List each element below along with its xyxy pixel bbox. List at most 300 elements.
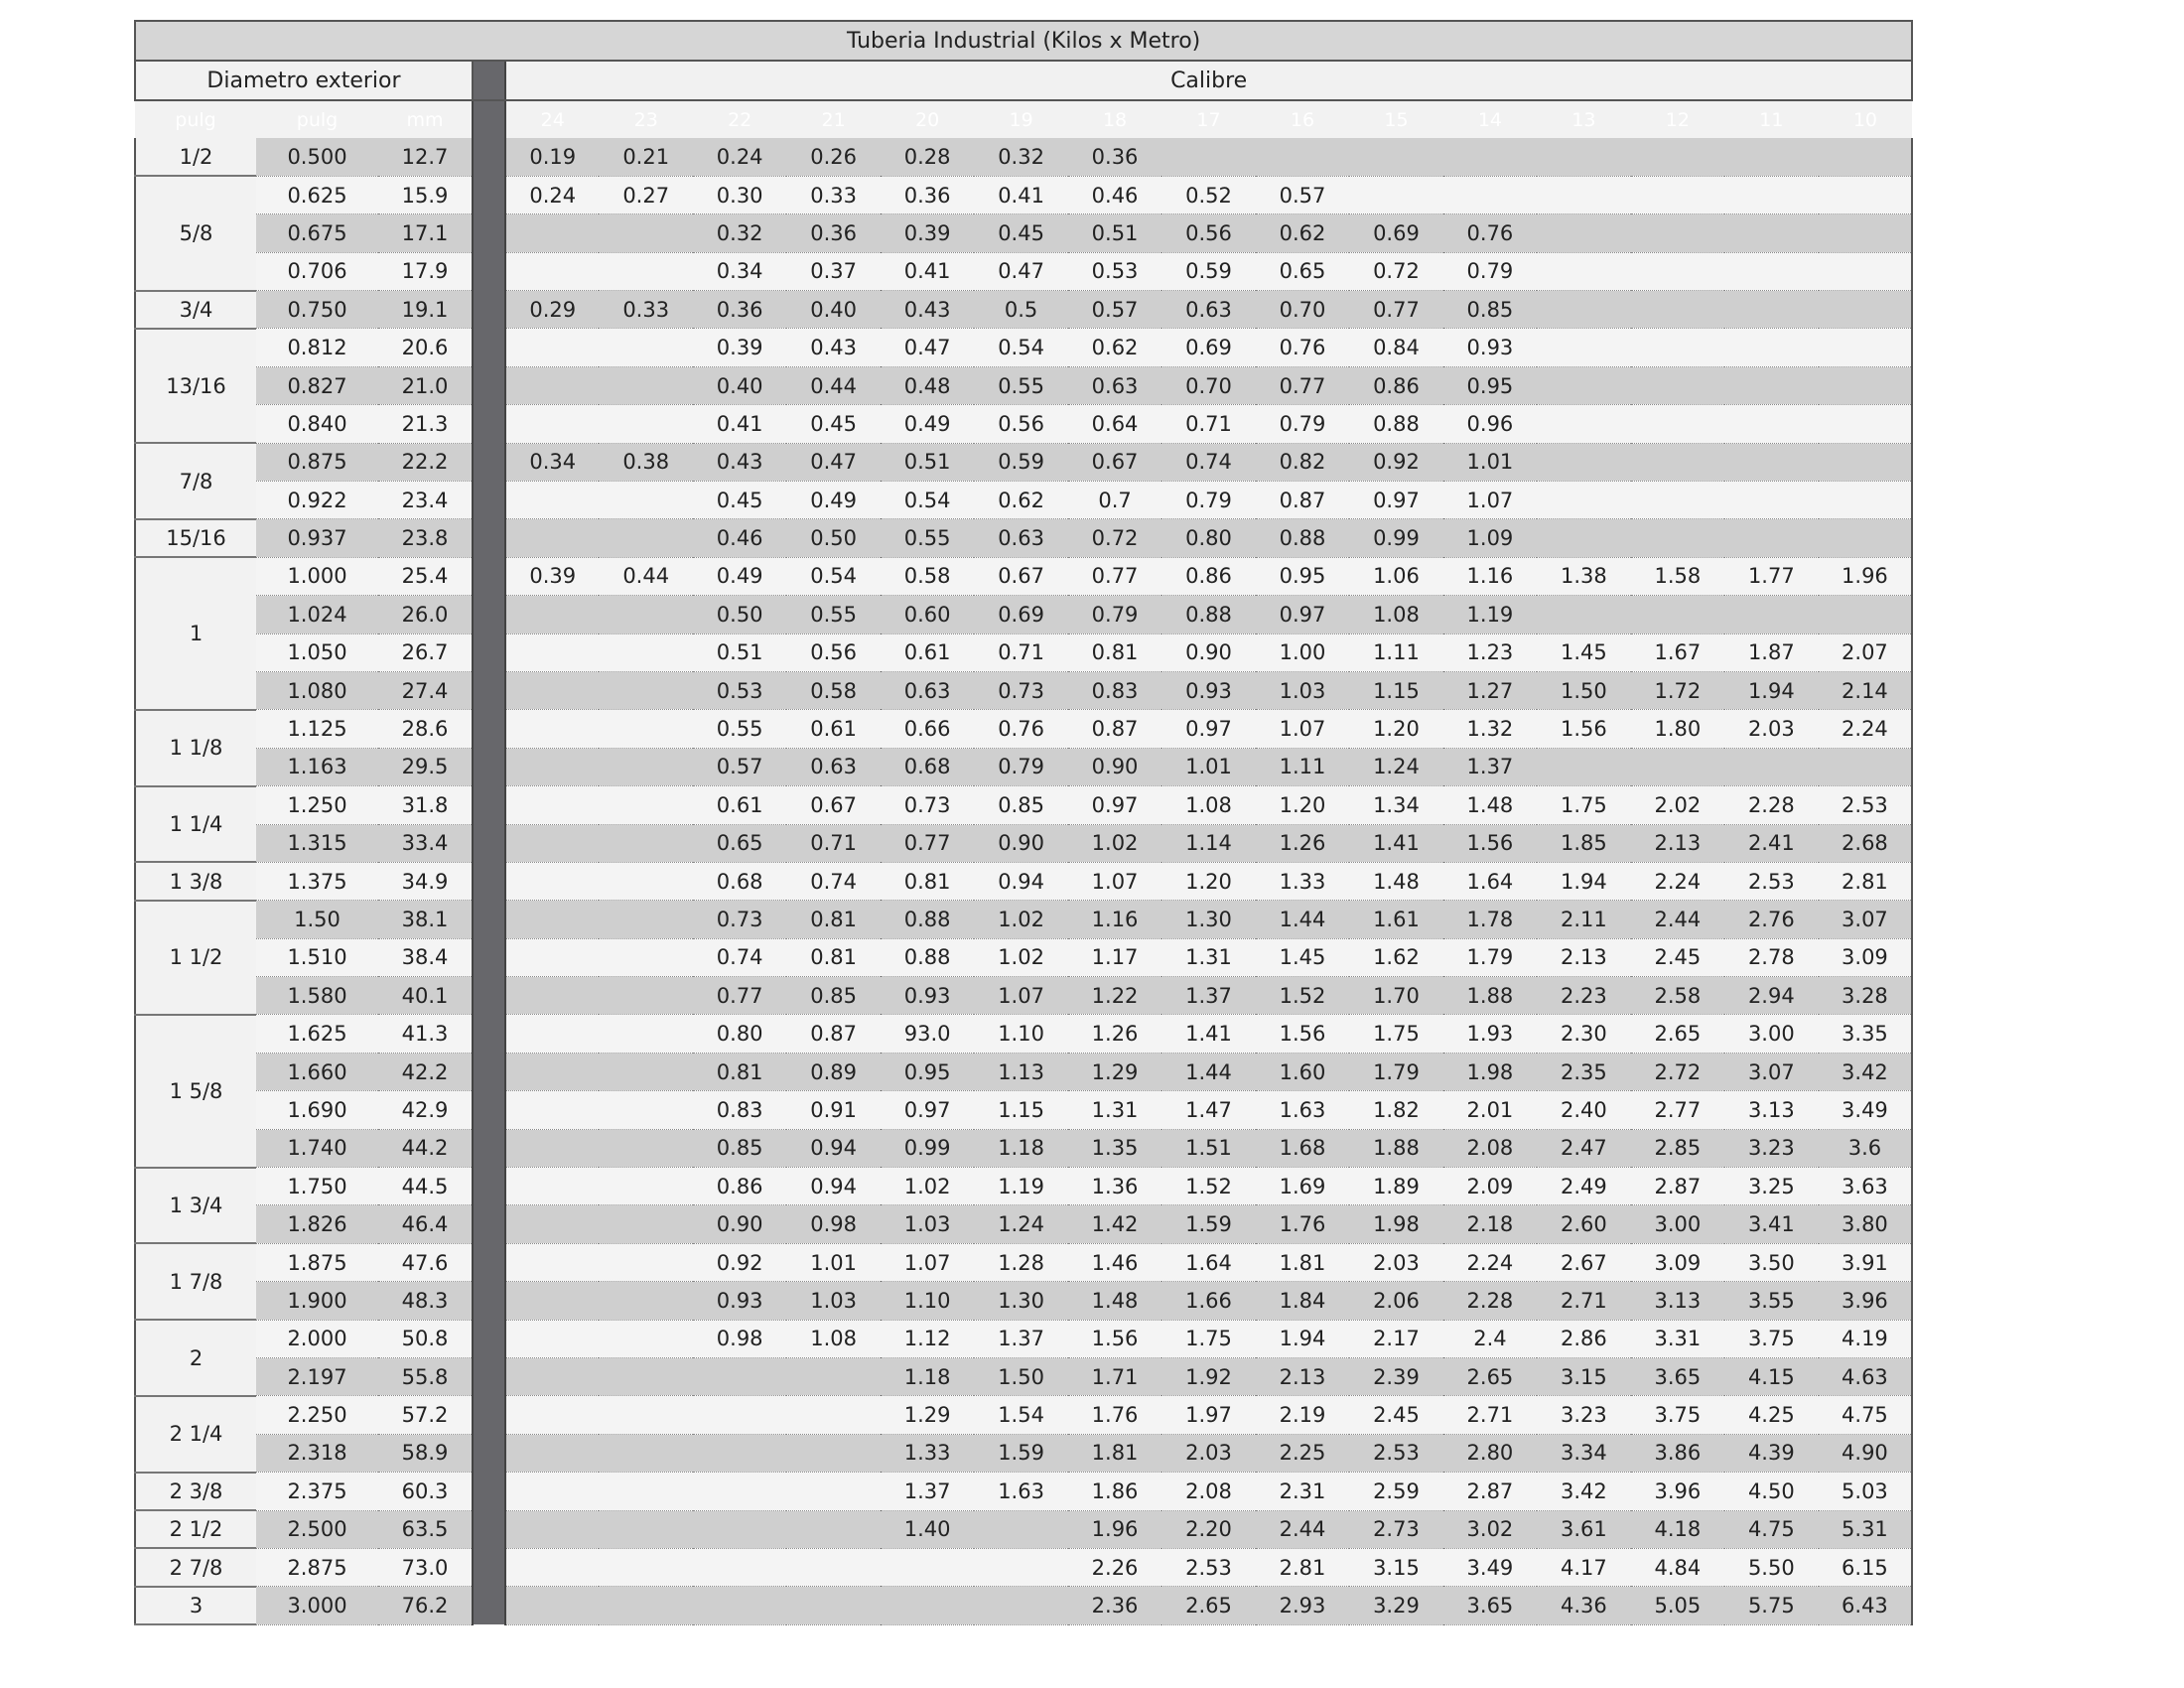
- calibre-value-cell: 1.96: [1068, 1510, 1161, 1548]
- calibre-value-cell: 2.67: [1537, 1243, 1630, 1281]
- calibre-value-cell: 0.57: [1068, 291, 1161, 329]
- table-row: [135, 1358, 1912, 1396]
- fraction-cell: 1 5/8: [135, 1015, 256, 1168]
- column-header: 21: [786, 100, 880, 138]
- separator-column: [473, 824, 505, 862]
- pulg-cell: 0.625: [256, 176, 378, 213]
- calibre-value-cell: 1.15: [1349, 671, 1442, 709]
- calibre-value-cell: 2.53: [1724, 862, 1818, 900]
- calibre-value-cell: 0.81: [881, 862, 974, 900]
- calibre-value-cell: 0.88: [1161, 596, 1255, 633]
- calibre-value-cell: 1.17: [1068, 938, 1161, 976]
- calibre-value-cell: 1.30: [1161, 901, 1255, 938]
- table-row: [135, 1205, 1912, 1243]
- calibre-value-cell: 3.00: [1724, 1015, 1818, 1053]
- calibre-value-cell: 2.65: [1443, 1358, 1537, 1396]
- calibre-value-cell: 1.24: [1349, 748, 1442, 785]
- calibre-value-cell: [599, 1168, 692, 1205]
- calibre-value-cell: [1724, 366, 1818, 404]
- table-row: [135, 329, 1912, 366]
- calibre-value-cell: 3.23: [1537, 1396, 1630, 1434]
- calibre-value-cell: 0.79: [1443, 252, 1537, 290]
- fraction-cell: 5/8: [135, 176, 256, 290]
- calibre-value-cell: 2.65: [1161, 1587, 1255, 1624]
- pulg-cell: 1.50: [256, 901, 378, 938]
- fraction-cell: 15/16: [135, 519, 256, 557]
- calibre-value-cell: 0.37: [786, 252, 880, 290]
- table-row: [135, 176, 1912, 213]
- calibre-value-cell: 0.88: [881, 938, 974, 976]
- fraction-cell: 1 3/4: [135, 1168, 256, 1244]
- calibre-value-cell: 4.90: [1819, 1434, 1913, 1472]
- table-row: [135, 671, 1912, 709]
- calibre-value-cell: 3.23: [1724, 1129, 1818, 1167]
- calibre-value-cell: 0.94: [974, 862, 1067, 900]
- calibre-value-cell: 1.24: [974, 1205, 1067, 1243]
- calibre-value-cell: [505, 862, 599, 900]
- calibre-value-cell: 0.47: [881, 329, 974, 366]
- calibre-value-cell: 3.29: [1349, 1587, 1442, 1624]
- mm-cell: 44.2: [378, 1129, 473, 1167]
- calibre-value-cell: 2.85: [1631, 1129, 1724, 1167]
- calibre-value-cell: 3.91: [1819, 1243, 1913, 1281]
- fraction-cell: 1: [135, 557, 256, 710]
- calibre-value-cell: 2.28: [1724, 786, 1818, 824]
- column-header: 22: [693, 100, 786, 138]
- calibre-value-cell: 0.36: [1068, 138, 1161, 176]
- calibre-value-cell: 0.79: [1068, 596, 1161, 633]
- calibre-value-cell: 0.74: [1161, 443, 1255, 481]
- calibre-value-cell: [599, 1053, 692, 1090]
- calibre-value-cell: 0.41: [974, 176, 1067, 213]
- calibre-value-cell: 1.41: [1349, 824, 1442, 862]
- calibre-value-cell: 1.56: [1256, 1015, 1349, 1053]
- calibre-value-cell: 1.14: [1161, 824, 1255, 862]
- calibre-value-cell: 0.97: [1256, 596, 1349, 633]
- calibre-value-cell: 1.35: [1068, 1129, 1161, 1167]
- pulg-cell: 0.922: [256, 482, 378, 519]
- calibre-value-cell: 1.38: [1537, 557, 1630, 595]
- calibre-value-cell: 4.75: [1819, 1396, 1913, 1434]
- calibre-value-cell: 1.44: [1161, 1053, 1255, 1090]
- calibre-value-cell: [505, 977, 599, 1015]
- calibre-value-cell: [974, 1587, 1067, 1624]
- calibre-value-cell: 1.84: [1256, 1282, 1349, 1320]
- calibre-value-cell: 1.85: [1537, 824, 1630, 862]
- calibre-value-cell: 3.09: [1819, 938, 1913, 976]
- calibre-value-cell: 0.33: [786, 176, 880, 213]
- calibre-value-cell: 1.63: [974, 1473, 1067, 1510]
- column-header: pulg: [256, 100, 378, 138]
- mm-cell: 29.5: [378, 748, 473, 785]
- mm-cell: 42.9: [378, 1091, 473, 1129]
- mm-cell: 21.3: [378, 405, 473, 443]
- calibre-value-cell: 1.88: [1349, 1129, 1442, 1167]
- column-header: 16: [1256, 100, 1349, 138]
- calibre-value-cell: 1.02: [974, 901, 1067, 938]
- calibre-value-cell: 2.13: [1256, 1358, 1349, 1396]
- calibre-value-cell: 1.02: [974, 938, 1067, 976]
- mm-cell: 25.4: [378, 557, 473, 595]
- separator-column: [473, 862, 505, 900]
- table-row: [135, 291, 1912, 329]
- calibre-value-cell: [1349, 176, 1442, 213]
- separator-column: [473, 1243, 505, 1281]
- fraction-cell: 2 1/2: [135, 1510, 256, 1548]
- calibre-value-cell: [1537, 482, 1630, 519]
- calibre-value-cell: 3.65: [1443, 1587, 1537, 1624]
- calibre-value-cell: [599, 1587, 692, 1624]
- calibre-value-cell: 0.65: [1256, 252, 1349, 290]
- calibre-value-cell: [599, 1243, 692, 1281]
- calibre-value-cell: 0.63: [881, 671, 974, 709]
- table-row: [135, 977, 1912, 1015]
- separator-column: [473, 443, 505, 481]
- calibre-value-cell: 1.13: [974, 1053, 1067, 1090]
- calibre-value-cell: 0.63: [1161, 291, 1255, 329]
- calibre-value-cell: 3.63: [1819, 1168, 1913, 1205]
- mm-cell: 47.6: [378, 1243, 473, 1281]
- calibre-value-cell: 0.53: [693, 671, 786, 709]
- calibre-value-cell: 0.49: [881, 405, 974, 443]
- calibre-value-cell: 2.58: [1631, 977, 1724, 1015]
- separator-column: [473, 1587, 505, 1624]
- calibre-value-cell: 0.55: [693, 710, 786, 748]
- separator-column: [473, 1434, 505, 1472]
- calibre-value-cell: 3.28: [1819, 977, 1913, 1015]
- calibre-value-cell: 1.79: [1349, 1053, 1442, 1090]
- table-row: [135, 482, 1912, 519]
- calibre-value-cell: 0.68: [693, 862, 786, 900]
- calibre-value-cell: [505, 1015, 599, 1053]
- calibre-value-cell: 1.79: [1443, 938, 1537, 976]
- calibre-value-cell: 1.81: [1068, 1434, 1161, 1472]
- calibre-value-cell: 0.21: [599, 138, 692, 176]
- calibre-value-cell: 2.40: [1537, 1091, 1630, 1129]
- table-row: [135, 1548, 1912, 1586]
- calibre-value-cell: [1631, 405, 1724, 443]
- calibre-value-cell: 0.97: [1068, 786, 1161, 824]
- calibre-value-cell: 1.59: [974, 1434, 1067, 1472]
- table-row: [135, 1053, 1912, 1090]
- calibre-value-cell: 0.79: [1256, 405, 1349, 443]
- calibre-value-cell: 0.59: [1161, 252, 1255, 290]
- calibre-value-cell: 2.08: [1443, 1129, 1537, 1167]
- calibre-value-cell: 1.80: [1631, 710, 1724, 748]
- separator-column: [473, 329, 505, 366]
- calibre-value-cell: [505, 214, 599, 252]
- calibre-value-cell: 2.53: [1819, 786, 1913, 824]
- pulg-cell: 2.375: [256, 1473, 378, 1510]
- calibre-value-cell: [599, 1091, 692, 1129]
- calibre-value-cell: 2.03: [1349, 1243, 1442, 1281]
- calibre-value-cell: [599, 252, 692, 290]
- table-row: [135, 596, 1912, 633]
- calibre-value-cell: [505, 1091, 599, 1129]
- calibre-value-cell: 1.46: [1068, 1243, 1161, 1281]
- calibre-value-cell: 1.68: [1256, 1129, 1349, 1167]
- calibre-value-cell: 0.70: [1161, 366, 1255, 404]
- calibre-value-cell: 0.30: [693, 176, 786, 213]
- calibre-value-cell: 1.56: [1068, 1320, 1161, 1357]
- calibre-value-cell: 0.83: [693, 1091, 786, 1129]
- calibre-value-cell: 3.49: [1819, 1091, 1913, 1129]
- calibre-value-cell: 0.94: [786, 1129, 880, 1167]
- calibre-value-cell: 0.63: [786, 748, 880, 785]
- table-row: [135, 824, 1912, 862]
- calibre-value-cell: 1.66: [1161, 1282, 1255, 1320]
- calibre-value-cell: 2.03: [1161, 1434, 1255, 1472]
- calibre-value-cell: 0.80: [693, 1015, 786, 1053]
- column-header: pulg: [135, 100, 256, 138]
- mm-cell: 26.0: [378, 596, 473, 633]
- calibre-value-cell: 0.57: [1256, 176, 1349, 213]
- calibre-value-cell: 0.77: [1256, 366, 1349, 404]
- calibre-value-cell: 0.24: [693, 138, 786, 176]
- calibre-value-cell: 0.32: [693, 214, 786, 252]
- calibre-value-cell: 0.56: [1161, 214, 1255, 252]
- section-row: [135, 61, 1912, 100]
- calibre-value-cell: 1.92: [1161, 1358, 1255, 1396]
- table-row: [135, 1129, 1912, 1167]
- calibre-value-cell: 0.83: [1068, 671, 1161, 709]
- calibre-value-cell: [505, 405, 599, 443]
- calibre-value-cell: 2.77: [1631, 1091, 1724, 1129]
- separator-column: [473, 1129, 505, 1167]
- calibre-value-cell: 1.18: [974, 1129, 1067, 1167]
- calibre-value-cell: [1537, 291, 1630, 329]
- pulg-cell: 0.812: [256, 329, 378, 366]
- calibre-value-cell: 1.64: [1161, 1243, 1255, 1281]
- calibre-value-cell: [1819, 291, 1913, 329]
- calibre-value-cell: 0.38: [599, 443, 692, 481]
- calibre-value-cell: [505, 1053, 599, 1090]
- table-row: [135, 519, 1912, 557]
- calibre-value-cell: 1.11: [1256, 748, 1349, 785]
- calibre-value-cell: 0.36: [693, 291, 786, 329]
- calibre-value-cell: 0.91: [786, 1091, 880, 1129]
- calibre-value-cell: 1.75: [1161, 1320, 1255, 1357]
- pulg-cell: 0.750: [256, 291, 378, 329]
- calibre-value-cell: [1819, 405, 1913, 443]
- calibre-value-cell: 0.77: [881, 824, 974, 862]
- calibre-value-cell: 0.76: [1443, 214, 1537, 252]
- calibre-value-cell: [505, 710, 599, 748]
- mm-cell: 38.1: [378, 901, 473, 938]
- pulg-cell: 1.580: [256, 977, 378, 1015]
- calibre-value-cell: 2.45: [1349, 1396, 1442, 1434]
- separator-column: [473, 61, 505, 100]
- mm-cell: 21.0: [378, 366, 473, 404]
- table-row: [135, 366, 1912, 404]
- mm-cell: 12.7: [378, 138, 473, 176]
- separator-column: [473, 1053, 505, 1090]
- table-row: [135, 214, 1912, 252]
- calibre-value-cell: 2.28: [1443, 1282, 1537, 1320]
- column-header: 14: [1443, 100, 1537, 138]
- pulg-cell: 1.250: [256, 786, 378, 824]
- separator-column: [473, 252, 505, 290]
- calibre-value-cell: 2.94: [1724, 977, 1818, 1015]
- calibre-value-cell: 1.69: [1256, 1168, 1349, 1205]
- calibre-value-cell: 2.24: [1443, 1243, 1537, 1281]
- calibre-value-cell: 4.15: [1724, 1358, 1818, 1396]
- calibre-value-cell: 2.01: [1443, 1091, 1537, 1129]
- calibre-value-cell: 1.50: [1537, 671, 1630, 709]
- calibre-value-cell: 3.02: [1443, 1510, 1537, 1548]
- calibre-value-cell: 1.37: [1161, 977, 1255, 1015]
- calibre-value-cell: 1.82: [1349, 1091, 1442, 1129]
- table-row: [135, 1396, 1912, 1434]
- calibre-value-cell: 2.26: [1068, 1548, 1161, 1586]
- calibre-value-cell: 0.46: [1068, 176, 1161, 213]
- calibre-value-cell: 1.20: [1161, 862, 1255, 900]
- calibre-value-cell: 1.15: [974, 1091, 1067, 1129]
- calibre-value-cell: [505, 786, 599, 824]
- calibre-value-cell: [1631, 252, 1724, 290]
- fraction-cell: 2: [135, 1320, 256, 1396]
- calibre-value-cell: 3.00: [1631, 1205, 1724, 1243]
- calibre-value-cell: [505, 901, 599, 938]
- calibre-value-cell: 0.88: [1256, 519, 1349, 557]
- table-row: [135, 1015, 1912, 1053]
- calibre-value-cell: 1.11: [1349, 633, 1442, 671]
- calibre-value-cell: 1.02: [1068, 824, 1161, 862]
- calibre-value-cell: [693, 1358, 786, 1396]
- calibre-value-cell: 3.35: [1819, 1015, 1913, 1053]
- section-diametro-exterior: Diametro exterior: [135, 61, 473, 100]
- calibre-value-cell: 0.46: [693, 519, 786, 557]
- calibre-value-cell: 0.85: [693, 1129, 786, 1167]
- calibre-value-cell: 1.06: [1349, 557, 1442, 595]
- fraction-cell: 1 1/8: [135, 710, 256, 786]
- calibre-value-cell: 0.88: [1349, 405, 1442, 443]
- calibre-value-cell: 2.87: [1443, 1473, 1537, 1510]
- column-header: mm: [378, 100, 473, 138]
- calibre-value-cell: 1.98: [1443, 1053, 1537, 1090]
- mm-cell: 55.8: [378, 1358, 473, 1396]
- calibre-value-cell: 1.52: [1256, 977, 1349, 1015]
- calibre-value-cell: 0.54: [974, 329, 1067, 366]
- calibre-value-cell: 6.43: [1819, 1587, 1913, 1624]
- mm-cell: 31.8: [378, 786, 473, 824]
- calibre-value-cell: [693, 1434, 786, 1472]
- calibre-value-cell: 1.34: [1349, 786, 1442, 824]
- calibre-value-cell: 0.98: [786, 1205, 880, 1243]
- calibre-value-cell: 0.34: [693, 252, 786, 290]
- table-row: [135, 633, 1912, 671]
- calibre-value-cell: 1.51: [1161, 1129, 1255, 1167]
- calibre-value-cell: 0.32: [974, 138, 1067, 176]
- calibre-value-cell: 4.17: [1537, 1548, 1630, 1586]
- separator-column: [473, 710, 505, 748]
- separator-column: [473, 1473, 505, 1510]
- calibre-value-cell: [505, 519, 599, 557]
- calibre-value-cell: 0.76: [974, 710, 1067, 748]
- calibre-value-cell: 0.24: [505, 176, 599, 213]
- calibre-value-cell: [1631, 482, 1724, 519]
- calibre-value-cell: [1443, 138, 1537, 176]
- calibre-value-cell: 0.88: [881, 901, 974, 938]
- calibre-value-cell: [786, 1358, 880, 1396]
- table-row: [135, 1243, 1912, 1281]
- calibre-value-cell: 1.20: [1256, 786, 1349, 824]
- calibre-value-cell: 0.48: [881, 366, 974, 404]
- calibre-value-cell: 0.64: [1068, 405, 1161, 443]
- calibre-value-cell: [1724, 596, 1818, 633]
- calibre-value-cell: 2.78: [1724, 938, 1818, 976]
- table-row: [135, 1587, 1912, 1624]
- calibre-value-cell: 2.14: [1819, 671, 1913, 709]
- calibre-value-cell: 0.77: [1068, 557, 1161, 595]
- calibre-value-cell: [1631, 443, 1724, 481]
- calibre-value-cell: 0.87: [786, 1015, 880, 1053]
- calibre-value-cell: 1.41: [1161, 1015, 1255, 1053]
- separator-column: [473, 176, 505, 213]
- calibre-value-cell: 6.15: [1819, 1548, 1913, 1586]
- calibre-value-cell: [1631, 366, 1724, 404]
- calibre-value-cell: 4.63: [1819, 1358, 1913, 1396]
- calibre-value-cell: 0.49: [693, 557, 786, 595]
- calibre-value-cell: 0.44: [599, 557, 692, 595]
- mm-cell: 73.0: [378, 1548, 473, 1586]
- calibre-value-cell: 2.13: [1631, 824, 1724, 862]
- calibre-value-cell: 3.41: [1724, 1205, 1818, 1243]
- table-row: [135, 405, 1912, 443]
- calibre-value-cell: 2.24: [1631, 862, 1724, 900]
- pulg-cell: 1.750: [256, 1168, 378, 1205]
- calibre-value-cell: 0.71: [1161, 405, 1255, 443]
- calibre-value-cell: 1.96: [1819, 557, 1913, 595]
- calibre-value-cell: 1.09: [1443, 519, 1537, 557]
- separator-column: [473, 1396, 505, 1434]
- calibre-value-cell: 1.01: [1161, 748, 1255, 785]
- calibre-value-cell: [599, 366, 692, 404]
- calibre-value-cell: 3.50: [1724, 1243, 1818, 1281]
- separator-column: [473, 1205, 505, 1243]
- mm-cell: 15.9: [378, 176, 473, 213]
- calibre-value-cell: 2.23: [1537, 977, 1630, 1015]
- calibre-value-cell: 3.61: [1537, 1510, 1630, 1548]
- calibre-value-cell: 2.07: [1819, 633, 1913, 671]
- calibre-value-cell: 0.99: [881, 1129, 974, 1167]
- calibre-value-cell: 0.45: [974, 214, 1067, 252]
- pulg-cell: 1.024: [256, 596, 378, 633]
- calibre-value-cell: [599, 405, 692, 443]
- calibre-value-cell: 2.49: [1537, 1168, 1630, 1205]
- calibre-value-cell: [1819, 176, 1913, 213]
- calibre-value-cell: 1.02: [881, 1168, 974, 1205]
- calibre-value-cell: 0.54: [881, 482, 974, 519]
- table-row: [135, 1510, 1912, 1548]
- calibre-value-cell: 0.73: [974, 671, 1067, 709]
- table-row: [135, 443, 1912, 481]
- table-row: [135, 252, 1912, 290]
- calibre-value-cell: [881, 1587, 974, 1624]
- calibre-value-cell: [1819, 214, 1913, 252]
- separator-column: [473, 938, 505, 976]
- pulg-cell: 2.875: [256, 1548, 378, 1586]
- calibre-value-cell: 0.49: [786, 482, 880, 519]
- calibre-value-cell: 1.60: [1256, 1053, 1349, 1090]
- calibre-value-cell: 1.72: [1631, 671, 1724, 709]
- pulg-cell: 1.125: [256, 710, 378, 748]
- calibre-value-cell: [599, 1473, 692, 1510]
- separator-column: [473, 1015, 505, 1053]
- calibre-value-cell: 2.44: [1631, 901, 1724, 938]
- calibre-value-cell: 4.39: [1724, 1434, 1818, 1472]
- calibre-value-cell: [599, 1015, 692, 1053]
